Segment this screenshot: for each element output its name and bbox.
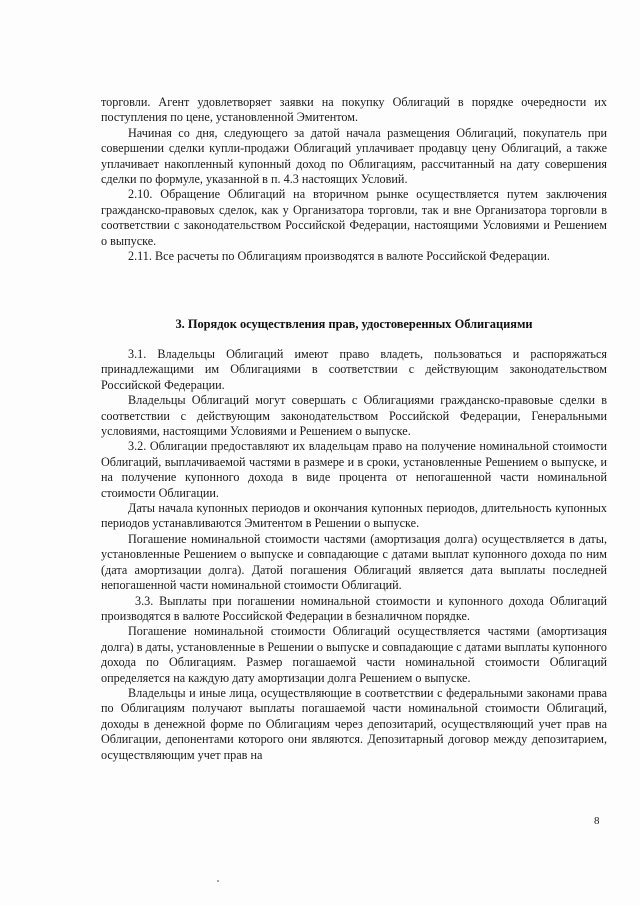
scan-speck — [217, 880, 219, 882]
paragraph-block-section-3 — [101, 347, 607, 763]
paragraph-block-top — [101, 95, 607, 264]
page-number: 8 — [594, 815, 600, 827]
paragraph: торговли. Агент удовлетворяет заявки на покупку Облигаций в порядке очередности их поступления по цене, установленной Эмитентом. — [101, 95, 607, 125]
paragraph: Владельцы Облигаций могут совершать с Облигациями гражданско-правовые сделки в соответствии с действующим законодательством Российской Федерации, Генеральными условиями, настоящими Условиями и Решением о выпуске. — [101, 393, 607, 439]
paragraph: 3.2. Облигации предоставляют их владельцам право на получение номинальной стоимости Облигаций, выплачиваемой частями в размере и в сроки, установленные Решением о выпуске, и на получение купонного дохода в виде процента от непогашенной части номинальной стоимости Облигации. — [101, 439, 607, 500]
paragraph: 3.1. Владельцы Облигаций имеют право владеть, пользоваться и распоряжаться принадлежащими им Облигациями в соответствии с действующим законодательством Российской Федерации. — [101, 347, 607, 392]
section-heading: 3. Порядок осуществления прав, удостоверенных Облигациями — [175, 317, 533, 331]
paragraph: Начиная со дня, следующего за датой начала размещения Облигаций, покупатель при совершении сделки купли-продажи Облигаций уплачивает продавцу цену Облигаций, а также уплачивает накопленный купонный доход по Облигациям, рассчитанный на дату совершения сделки по формуле, указанной в п. 4.3 настоящих Условий. — [101, 125, 607, 187]
paragraph: 3.3. Выплаты при погашении номинальной стоимости и купонного дохода Облигаций производятся в валюте Российской Федерации в безналичном порядке. — [101, 593, 607, 623]
paragraph: Даты начала купонных периодов и окончания купонных периодов, длительность купонных периодов устанавливаются Эмитентом в Решении о выпуске. — [101, 501, 607, 531]
paragraph: 2.10. Обращение Облигаций на вторичном рынке осуществляется путем заключения гражданско-правовых сделок, как у Организатора торговли, так и вне Организатора торговли в соответствии с законодательством Российской Федерации, настоящими Условиями и Решением о выпуске. — [101, 187, 607, 248]
paragraph: 2.11. Все расчеты по Облигациям производятся в валюте Российской Федерации. — [128, 249, 550, 264]
paragraph: Погашение номинальной стоимости Облигаций осуществляется частями (амортизация долга) в даты, установленные в Решении о выпуске и совпадающие с датами выплаты купонного дохода по Облигациям. Размер погашаемой части номинальной стоимости Облигаций определяется на каждую дату амортизации долга Решением о выпуске. — [101, 624, 607, 685]
paragraph: Владельцы и иные лица, осуществляющие в соответствии с федеральными законами права по Облигациям получают выплаты погашаемой части номинальной стоимости Облигаций, доходы в денежной форме по Облигациям через депозитарий, осуществляющий учет прав на Облигации, депонентами которого они являются. Депозитарный договор между депозитарием, осуществляющим учет прав на — [101, 685, 607, 762]
paragraph: Погашение номинальной стоимости частями (амортизация долга) осуществляется в даты, установленные Решением о выпуске и совпадающие с датами выплат купонного дохода по ним (дата амортизации долга). Датой погашения Облигаций является дата выплаты последней непогашенной части номинальной стоимости Облигаций. — [101, 531, 607, 593]
